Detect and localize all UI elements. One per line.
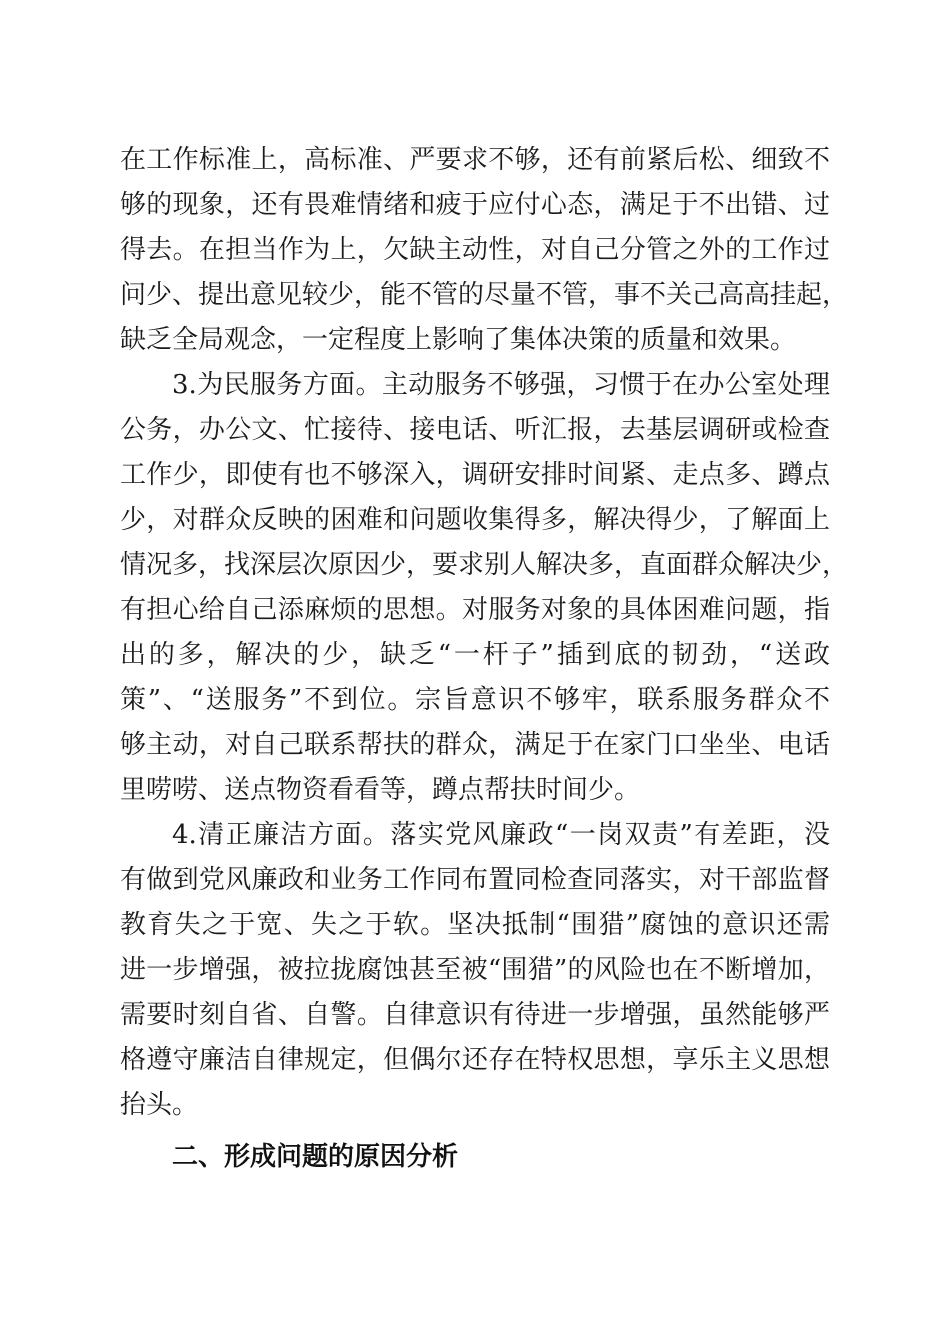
text-line: 够主动，对自己联系帮扶的群众，满足于在家门口坐坐、电话 xyxy=(120,730,830,760)
text-line: 得去。在担当作为上，欠缺主动性，对自己分管之外的工作过 xyxy=(120,235,830,265)
text-line: 公务，办公文、忙接待、接电话、听汇报，去基层调研或检查 xyxy=(120,415,830,445)
text-line: 缺乏全局观念，一定程度上影响了集体决策的质量和效果。 xyxy=(120,325,797,355)
text-line: 4.清正廉洁方面。落实党风廉政“一岗双责”有差距，没 xyxy=(172,820,830,850)
text-line: 里唠唠、送点物资看看等，蹲点帮扶时间少。 xyxy=(120,775,641,805)
text-line: 策”、“送服务”不到位。宗旨意识不够牢，联系服务群众不 xyxy=(120,685,830,715)
text-line: 工作少，即使有也不够深入，调研安排时间紧、走点多、蹲点 xyxy=(120,460,830,490)
text-line: 教育失之于宽、失之于软。坚决抵制“围猎”腐蚀的意识还需 xyxy=(120,910,830,940)
text-line: 3.为民服务方面。主动服务不够强，习惯于在办公室处理 xyxy=(172,370,830,400)
text-line: 有做到党风廉政和业务工作同布置同检查同落实，对干部监督 xyxy=(120,865,830,895)
text-line: 有担心给自己添麻烦的思想。对服务对象的具体困难问题，指 xyxy=(120,595,830,625)
text-line: 情况多，找深层次原因少，要求别人解决多，直面群众解决少， xyxy=(120,550,849,580)
text-line: 进一步增强，被拉拢腐蚀甚至被“围猎”的风险也在不断增加， xyxy=(120,955,830,985)
section-heading: 二、形成问题的原因分析 xyxy=(172,1142,459,1172)
text-line: 够的现象，还有畏难情绪和疲于应付心态，满足于不出错、过 xyxy=(120,190,830,220)
document-body xyxy=(120,138,849,1180)
paragraph-serving-people xyxy=(120,363,849,813)
text-line: 抬头。 xyxy=(120,1090,199,1120)
text-line: 在工作标准上，高标准、严要求不够，还有前紧后松、细致不 xyxy=(120,145,830,175)
text-line: 少，对群众反映的困难和问题收集得多，解决得少，了解面上 xyxy=(120,505,830,535)
text-line: 问少、提出意见较少，能不管的尽量不管，事不关己高高挂起， xyxy=(120,280,849,310)
paragraph-work-standards xyxy=(120,138,849,363)
text-line: 需要时刻自省、自警。自律意识有待进一步增强，虽然能够严 xyxy=(120,1000,830,1030)
paragraph-integrity xyxy=(120,813,830,1128)
text-line: 格遵守廉洁自律规定，但偶尔还存在特权思想，享乐主义思想 xyxy=(120,1045,830,1075)
text-line: 出的多，解决的少，缺乏“一杆子”插到底的韧劲，“送政 xyxy=(120,640,830,670)
